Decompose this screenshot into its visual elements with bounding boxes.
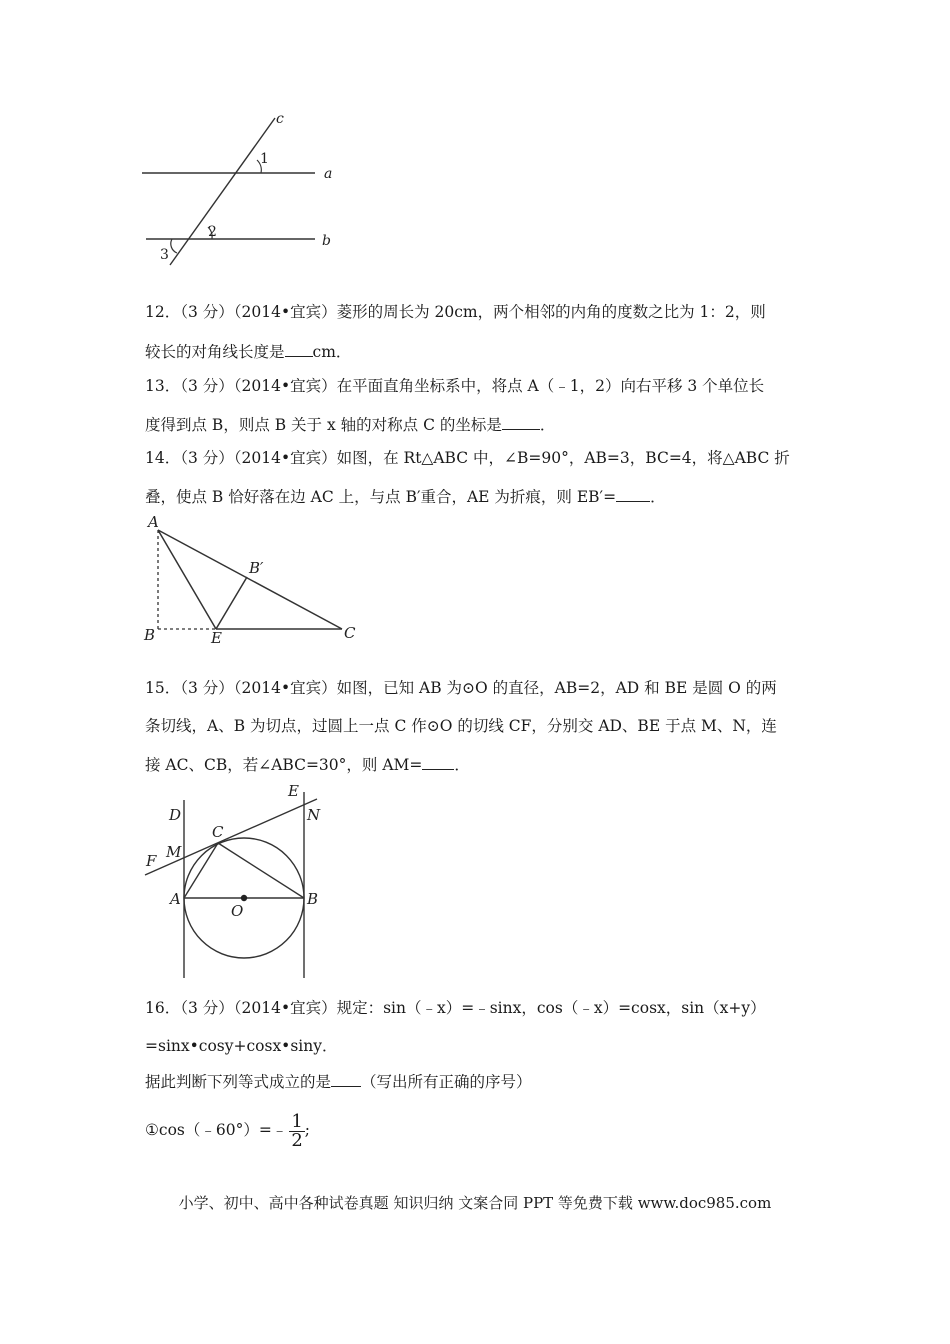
- label-b: b: [322, 233, 331, 249]
- q15-line3-post: ．: [454, 756, 470, 774]
- label-O: O: [231, 902, 244, 920]
- fraction-denominator: 2: [291, 1129, 303, 1151]
- q14-line2-pre: 叠，使点 B 恰好落在边 AC 上，与点 B′重合，AE 为折痕，则 EB′=: [145, 488, 617, 506]
- label-3: 3: [160, 247, 169, 263]
- label-D: D: [169, 806, 182, 824]
- q12-line2-post: cm．: [312, 343, 352, 361]
- q15-line3: [145, 753, 470, 776]
- label-A: A: [148, 513, 159, 531]
- q15-answer-blank: [422, 753, 454, 770]
- q12-line1: 12．（3 分）（2014•宜宾）菱形的周长为 20cm，两个相邻的内角的度数之比为 1：2，则: [145, 303, 766, 321]
- q15-line3-pre: 接 AC、CB，若∠ABC=30°，则 AM=: [145, 756, 423, 774]
- q14-answer-blank: [616, 485, 650, 502]
- q14-line1: 14．（3 分）（2014•宜宾）如图，在 Rt△ABC 中，∠B=90°，AB=3，BC=4，将△ABC 折: [145, 449, 790, 467]
- label-1: 1: [260, 151, 269, 167]
- q12-line2-pre: 较长的对角线长度是: [145, 343, 285, 361]
- label-M: M: [166, 843, 182, 861]
- q14-line2: [145, 485, 666, 508]
- q13-line2-pre: 度得到点 B，则点 B 关于 x 轴的对称点 C 的坐标是: [145, 416, 502, 434]
- q16-line3-post: （写出所有正确的序号）: [361, 1073, 532, 1091]
- label-c: c: [276, 111, 284, 127]
- label-B-prime: B′: [249, 559, 264, 577]
- label-C: C: [344, 624, 356, 642]
- label-N: N: [307, 806, 321, 824]
- q13-line1: 13．（3 分）（2014•宜宾）在平面直角坐标系中，将点 A（﹣1，2）向右平移 3 个单位长: [145, 377, 765, 395]
- q16-answer-blank: [331, 1070, 361, 1087]
- label-a: a: [324, 166, 333, 182]
- q16-item1-pre: ①cos（﹣60°）=﹣: [145, 1121, 288, 1139]
- page-footer: 小学、初中、高中各种试卷真题 知识归纳 文案合同 PPT 等免费下载 www.doc985.com: [178, 1194, 772, 1212]
- q16-line3: [145, 1070, 532, 1093]
- label-B: B: [307, 890, 319, 908]
- label-C: C: [212, 823, 224, 841]
- triangle-fold-figure: [138, 510, 368, 650]
- q12-answer-blank: [285, 340, 313, 357]
- circle-tangent-figure: [135, 780, 335, 985]
- q12-line2: [145, 340, 351, 363]
- parallel-lines-figure: [130, 105, 350, 275]
- q13-answer-blank: [502, 413, 540, 430]
- label-E: E: [288, 782, 299, 800]
- fraction: [289, 1110, 304, 1151]
- label-F: F: [146, 852, 157, 870]
- q15-line1: 15．（3 分）（2014•宜宾）如图，已知 AB 为⊙O 的直径，AB=2，AD 和 BE 是圆 O 的两: [145, 679, 777, 697]
- q16-line1: 16．（3 分）（2014•宜宾）规定：sin（﹣x）=﹣sinx，cos（﹣x）=cosx，sin（x+y）: [145, 999, 766, 1017]
- q13-line2-post: ．: [539, 416, 556, 434]
- q16-item1: [145, 1106, 310, 1154]
- q15-line2: 条切线，A、B 为切点，过圆上一点 C 作⊙O 的切线 CF，分别交 AD、BE 于点 M、N，连: [145, 717, 777, 735]
- label-A: A: [170, 890, 181, 908]
- q16-line3-pre: 据此判断下列等式成立的是: [145, 1073, 332, 1091]
- q14-line2-post: ．: [650, 488, 666, 506]
- q13-line2: [145, 413, 555, 436]
- label-B: B: [144, 626, 156, 644]
- q16-item1-post: ;: [304, 1121, 311, 1139]
- q16-line2: =sinx•cosy+cosx•siny．: [145, 1037, 338, 1055]
- label-2: 2: [208, 224, 217, 240]
- fraction-numerator: 1: [291, 1110, 303, 1132]
- label-E: E: [211, 629, 222, 647]
